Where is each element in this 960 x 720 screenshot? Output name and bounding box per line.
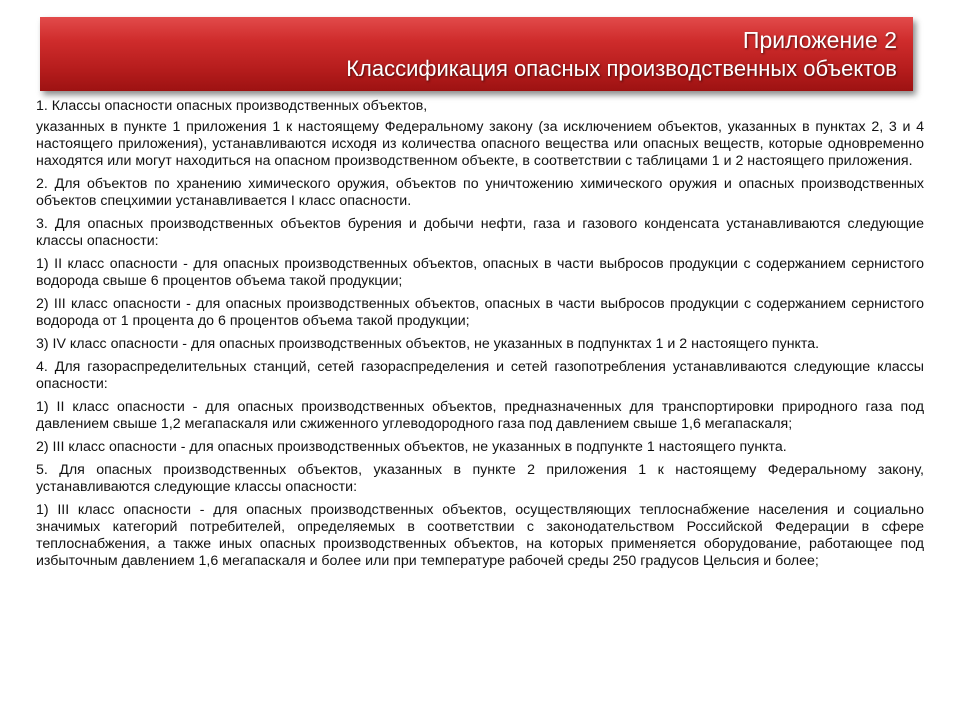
paragraph-3: 3. Для опасных производственных объектов бурения и добычи нефти, газа и газового конденсата устанавливаются следующие классы опасности: (36, 216, 924, 249)
title-banner (40, 17, 913, 91)
appendix-title: Приложение 2 (742, 27, 897, 53)
paragraph-5-item-1: 1) III класс опасности - для опасных производственных объектов, осуществляющих теплоснабжение населения и социально значимых категорий потребителей, определяемых в соответствии с законодательством Российской Федерации в сфере теплоснабжения, а также иных опасных производственных объектов, на которых применяется оборудование, работающее под избыточным давлением 1,6 мегапаскаля и более или при температуре рабочей среды 250 градусов Цельсия и более; (36, 502, 924, 569)
paragraph-1-continued: указанных в пункте 1 приложения 1 к настоящему Федеральному закону (за исключением объектов, указанных в пунктах 2, 3 и 4 настоящего приложения), устанавливаются исходя из количества опасного вещества или опасных веществ, которые одновременно находятся или могут находиться на опасном производственном объекте, в соответствии с таблицами 1 и 2 настоящего приложения. (36, 119, 924, 169)
paragraph-3-item-2: 2) III класс опасности - для опасных производственных объектов, опасных в части выбросов продукции с содержанием сернистого водорода от 1 процента до 6 процентов объема такой продукции; (36, 296, 924, 329)
paragraph-2: 2. Для объектов по хранению химического оружия, объектов по уничтожению химического оружия и опасных производственных объектов спецхимии устанавливается I класс опасности. (36, 176, 924, 209)
paragraph-1: 1. Классы опасности опасных производственных объектов, (36, 98, 428, 114)
paragraph-5: 5. Для опасных производственных объектов, указанных в пункте 2 приложения 1 к настоящему Федеральному закону, устанавливаются следующие классы опасности: (36, 462, 924, 495)
paragraph-3-item-3: 3) IV класс опасности - для опасных производственных объектов, не указанных в подпунктах 1 и 2 настоящего пункта. (36, 336, 820, 352)
document-body (36, 98, 924, 576)
paragraph-4-item-1: 1) II класс опасности - для опасных производственных объектов, предназначенных для транспортировки природного газа под давлением свыше 1,2 мегапаскаля или сжиженного углеводородного газа под давлением свыше 1,6 мегапаскаля; (36, 399, 924, 432)
paragraph-3-item-1: 1) II класс опасности - для опасных производственных объектов, опасных в части выбросов продукции с содержанием сернистого водорода свыше 6 процентов объема такой продукции; (36, 256, 924, 289)
paragraph-4: 4. Для газораспределительных станций, сетей газораспределения и сетей газопотребления устанавливаются следующие классы опасности: (36, 359, 924, 392)
paragraph-4-item-2: 2) III класс опасности - для опасных производственных объектов, не указанных в подпункте 1 настоящего пункта. (36, 439, 787, 455)
classification-title: Классификация опасных производственных объектов (346, 56, 897, 81)
